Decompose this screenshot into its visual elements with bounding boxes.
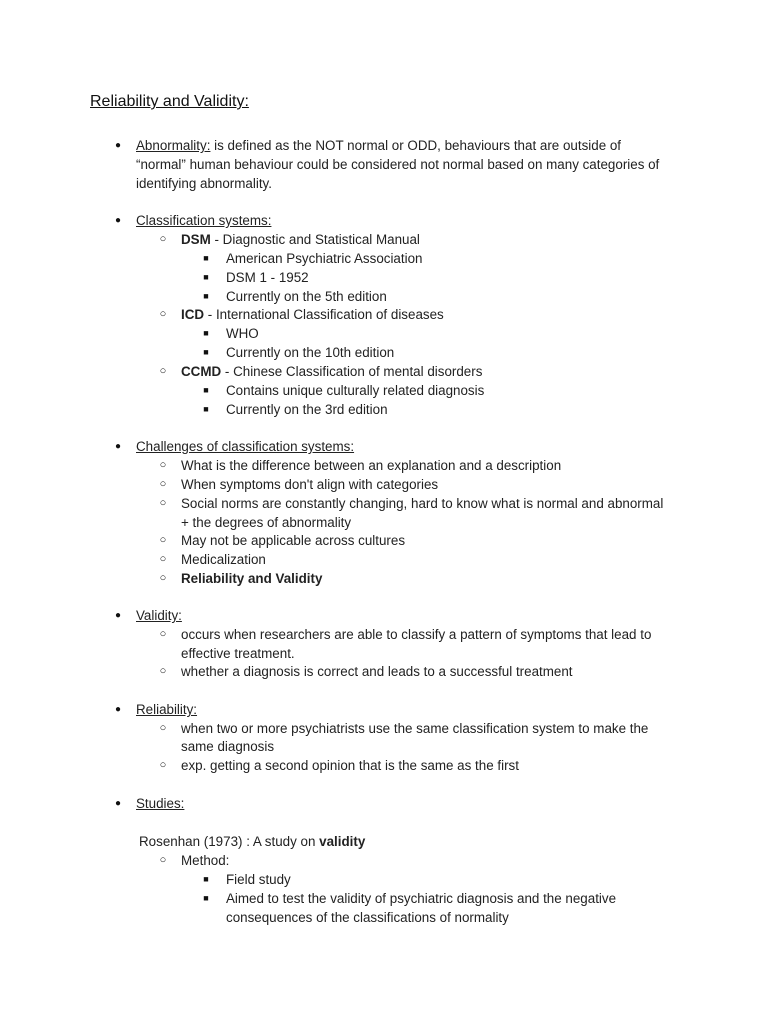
bullet-circle: ○ [159,722,167,734]
ccmd-line [181,362,482,381]
bullet-circle: ○ [159,308,167,320]
rosenhan-bold: validity [319,834,366,849]
bullet-circle: ○ [159,553,167,565]
challenges-item-continued: + the degrees of abnormality [181,515,352,530]
bullet-circle: ○ [159,459,167,471]
ccmd-name: - Chinese Classification of mental disorders [221,364,483,379]
icd-item: Currently on the 10th edition [226,345,395,360]
icd-code: ICD [181,307,205,322]
dsm-item: American Psychiatric Association [226,251,423,266]
bullet-square: ■ [203,385,209,395]
icd-item: WHO [226,326,259,341]
validity-item: whether a diagnosis is correct and leads to a successful treatment [181,664,573,679]
reliability-item: when two or more psychiatrists use the same classification system to make the [181,721,649,736]
reliability-item: exp. getting a second opinion that is the same as the first [181,758,519,773]
reliability-item-continued: same diagnosis [181,739,275,754]
reliability-heading: Reliability: [136,702,198,717]
challenges-item: Reliability and Validity [181,571,323,586]
challenges-item: Medicalization [181,552,266,567]
rosenhan-line [139,832,365,851]
bullet-square: ■ [203,874,209,884]
bullet-circle: ○ [159,365,167,377]
bullet-circle: ○ [159,759,167,771]
bullet-circle: ○ [159,497,167,509]
method-label: Method: [181,853,230,868]
challenges-item: What is the difference between an explanation and a description [181,458,562,473]
bullet-square: ■ [203,291,209,301]
method-item: Aimed to test the validity of psychiatric diagnosis and the negative [226,891,617,906]
ccmd-code: CCMD [181,364,222,379]
bullet-disc: ● [114,610,122,621]
abnormality-line-1 [136,136,621,155]
bullet-disc: ● [114,704,122,715]
icd-name: - International Classification of diseases [204,307,444,322]
abnormality-term: Abnormality: [136,138,211,153]
abnormality-line-3: identifying abnormality. [136,176,272,191]
bullet-disc: ● [114,798,122,809]
ccmd-item: Contains unique culturally related diagnosis [226,383,485,398]
abnormality-text-1: is defined as the NOT normal or ODD, behaviours that are outside of [210,138,622,153]
bullet-square: ■ [203,328,209,338]
dsm-name: - Diagnostic and Statistical Manual [210,232,420,247]
challenges-item: Social norms are constantly changing, hard to know what is normal and abnormal [181,496,664,511]
bullet-circle: ○ [159,478,167,490]
bullet-square: ■ [203,404,209,414]
method-item: Field study [226,872,291,887]
icd-line [181,305,444,324]
bullet-disc: ● [114,215,122,226]
method-item-continued: consequences of the classifications of normality [226,910,509,925]
bullet-circle: ○ [159,534,167,546]
dsm-item: Currently on the 5th edition [226,289,387,304]
rosenhan-prefix: Rosenhan (1973) : A study on [139,834,320,849]
bullet-square: ■ [203,272,209,282]
dsm-code: DSM [181,232,211,247]
validity-item-continued: effective treatment. [181,646,295,661]
bullet-square: ■ [203,253,209,263]
validity-heading: Validity: [136,608,182,623]
bullet-circle: ○ [159,628,167,640]
bullet-square: ■ [203,347,209,357]
challenges-heading: Challenges of classification systems: [136,439,355,454]
bullet-circle: ○ [159,854,167,866]
dsm-line [181,230,420,249]
bullet-circle: ○ [159,572,167,584]
bullet-disc: ● [114,441,122,452]
validity-item: occurs when researchers are able to classify a pattern of symptoms that lead to [181,627,652,642]
bullet-disc: ● [114,140,122,151]
bullet-square: ■ [203,893,209,903]
challenges-item: When symptoms don't align with categories [181,477,439,492]
bullet-circle: ○ [159,233,167,245]
studies-heading: Studies: [136,796,185,811]
challenges-item: May not be applicable across cultures [181,533,406,548]
page-title: Reliability and Validity: [90,93,249,110]
dsm-item: DSM 1 - 1952 [226,270,309,285]
bullet-circle: ○ [159,665,167,677]
ccmd-item: Currently on the 3rd edition [226,402,388,417]
classification-heading: Classification systems: [136,213,272,228]
abnormality-line-2: “normal” human behaviour could be considered not normal based on many categories of [136,157,660,172]
